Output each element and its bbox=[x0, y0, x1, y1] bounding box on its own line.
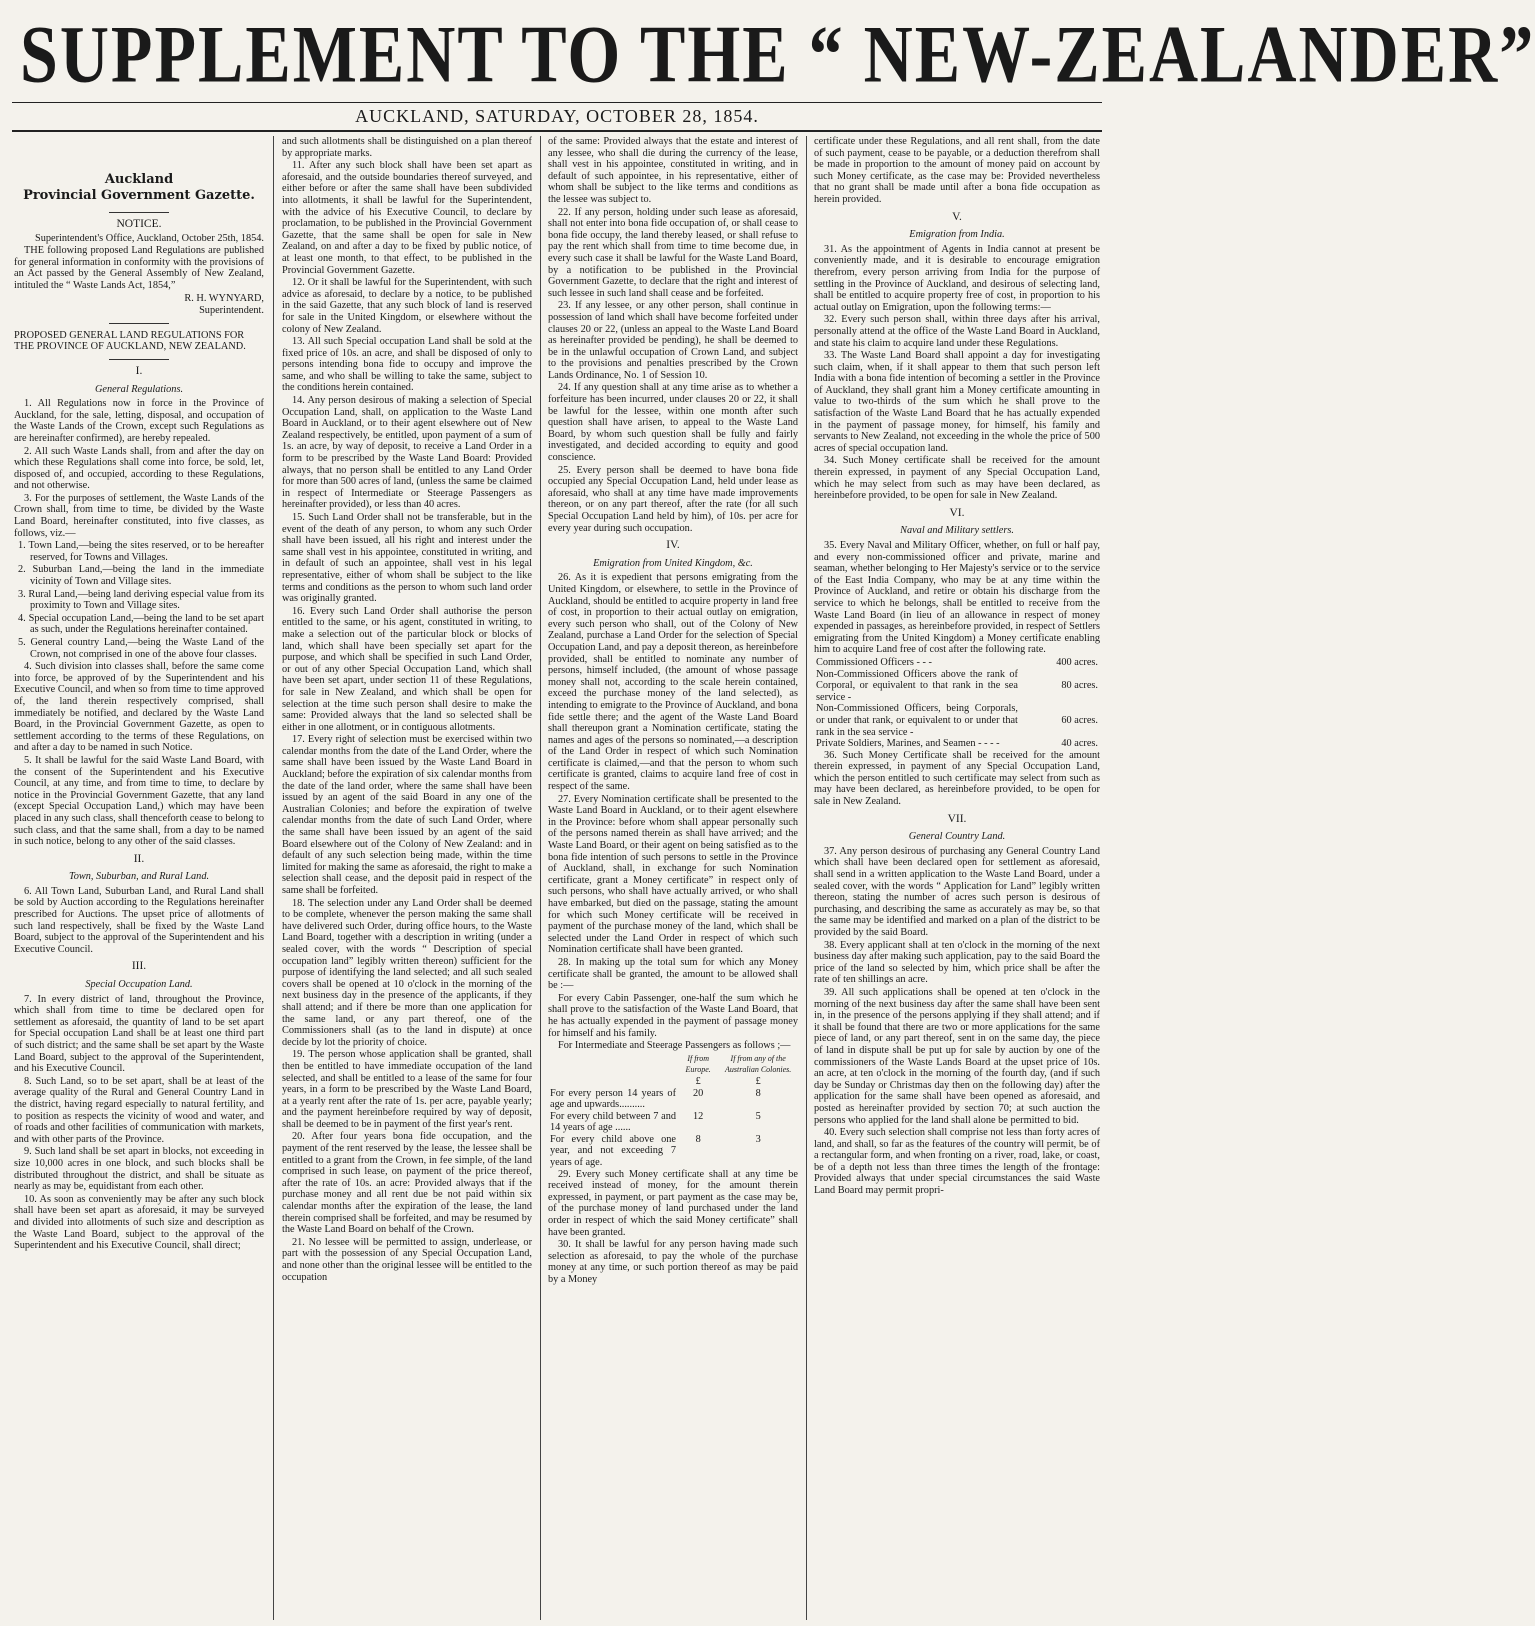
paragraph: 29. Every such Money certificate shall at any time be received instead of money, for the amount therein expressed, in payment, or part payment as the case may be, of the purchase money of land purchased under the land order in respect of which the said Money certificate” shall have been granted. bbox=[548, 1168, 798, 1238]
rank-acres: 60 acres. bbox=[1061, 714, 1098, 726]
section-number: I. bbox=[135, 364, 143, 377]
paragraph: 8. Such Land, so to be set apart, shall be at least of the average quality of the Rural and General Country Land in the district, having regard especially to natural fertility, and to position as respects the vicinity of wood and water, and of roads and other facilities of communication with markets, and with other parts of the Province. bbox=[14, 1075, 264, 1145]
unit-cell: £ bbox=[755, 1075, 761, 1087]
paragraph: For every Cabin Passenger, one-half the sum which he shall prove to the satisfaction of the Waste Land Board, that he has actually expended in the payment of passage money for himself and his family. bbox=[548, 992, 798, 1039]
section-number: V. bbox=[952, 210, 962, 223]
paragraph: of the same: Provided always that the estate and interest of any lessee, who shall die during the currency of the lease, shall vest in his appointee, constituted in writing, and in default of such appointee, in his representative, either of whom shall be subject to the like terms and conditions as the lessee was subject to. bbox=[548, 136, 798, 205]
paragraph: 31. As the appointment of Agents in India cannot at present be conveniently made, and it is desirable to encourage emigration therefrom, every person arriving from India for the purpose of settling in the Province of Auckland, and desirous of selecting land, shall be entitled to acquire property free of cost, in proportion to his actual outlay on Emigration, upon the following terms:— bbox=[814, 243, 1100, 313]
dateline-rule bbox=[12, 130, 1102, 132]
cell-australia: 3 bbox=[755, 1133, 761, 1145]
table-unit-row bbox=[548, 1076, 798, 1088]
list-item: 3. Rural Land,—being land deriving especial value from its proximity to Town and Village sites. bbox=[18, 588, 264, 612]
paragraph: 36. Such Money Certificate shall be received for the amount therein expressed, in payment of any Special Occupation Land, which the person entitled to such certificate may select from such as may have been declared, as hereinbefore provided, to be open for sale in New Zealand. bbox=[814, 749, 1100, 808]
paragraph: 5. It shall be lawful for the said Waste Land Board, with the consent of the Superintendent and his Executive Council, at any time, and from time to time, to declare by notice in the Provincial Government Gazette, that any land (except Special Occupation Land,) which may have been placed in any such class, shall thenceforth cease to belong to such class, and that the same shall, from a day to be named in such notice, belong to any other of the said classes. bbox=[14, 754, 264, 848]
paragraph: For Intermediate and Steerage Passengers as follows ;— bbox=[558, 1040, 791, 1052]
signer-title: Superintendent. bbox=[199, 305, 264, 317]
masthead-title: SUPPLEMENT TO THE “ NEW-ZEALANDER” bbox=[20, 8, 1535, 100]
table-row bbox=[548, 1134, 798, 1169]
dateline: AUCKLAND, SATURDAY, OCTOBER 28, 1854. bbox=[355, 106, 759, 126]
paragraph: 39. All such applications shall be opened at ten o'clock in the morning of the next business day after the same shall have been sent in, in the presence of the persons applying if they shall attend; and if it shall be found that there are two or more applications for the same piece of land, or any part thereof, sent in on the same day, the piece of land in dispute shall be put up for sale by auction by one of the commissioners of the Waste Lands Board at the upset price of 10s. an acre, at ten o'clock in the morning of the fourth day, (and if such day be Sunday or Christmas day then on the following day) after the application for the same shall have been opened as aforesaid, and posted as hereinafter provided by section 70; at such auction the persons who applied for the land shall alone be permitted to bid. bbox=[814, 986, 1100, 1126]
paragraph: 30. It shall be lawful for any person having made such selection as aforesaid, to pay the whole of the purchase money at any time, or such portion thereof as may be paid by a Money bbox=[548, 1239, 798, 1285]
column-divider bbox=[540, 136, 541, 1620]
paragraph: 37. Any person desirous of purchasing any General Country Land which shall have been declared open for settlement as aforesaid, shall send in a written application to the Waste Land Board, under a sealed cover, with the words “ Application for Land” legibly written thereon, stating the number of acres such person is desirous of purchasing, and describing the same as accurately as may be, so that the same may be identified and marked on a plan of the district to be provided by the said Board. bbox=[814, 845, 1100, 938]
section-title: Town, Suburban, and Rural Land. bbox=[68, 871, 210, 883]
proposed-regulations-title: PROPOSED GENERAL LAND REGULATIONS FOR THE PROVINCE OF AUCKLAND, NEW ZEALAND. bbox=[14, 329, 246, 353]
row-label: For every child above one year, and not exceeding 7 years of age. bbox=[550, 1133, 676, 1169]
column-divider bbox=[806, 136, 807, 1620]
rank-allowance-table bbox=[814, 657, 1100, 750]
list-item: 4. Special occupation Land,—being the land to be set apart as such, under the Regulations hereinafter contained. bbox=[18, 612, 264, 636]
paragraph: 4. Such division into classes shall, before the same come into force, be approved of by the Superintendent and his Executive Council, and when so from time to time approved of, the land therein respectively comprised, shall immediately be notified, and declared by the Waste Land Board, in the Provincial Government Gazette, as open to settlement according to the terms of these Regulations, on and after a day to be named in such Notice. bbox=[14, 661, 264, 754]
section-number: III. bbox=[131, 960, 147, 973]
paragraph: 26. As it is expedient that persons emigrating from the United Kingdom, or elsewhere, to settle in the Province of Auckland, should be entitled to acquire property in land free of cost, in proportion to their actual outlay on emigration, every such person who shall, out of the Colony of New Zealand, purchase a Land Order for the selection of Special Occupation Land, and pay a deposit thereon, as hereinbefore provided, shall be entitled to nominate any number of persons, himself included, (the amount of whose passage money shall not, according to the scale herein contained, exceed the purchase money of the land selected), as intending to emigrate to the Province of Auckland, and bona fide settle there; and the agent of the Waste Land Board shall thereupon grant a Nomination certificate, stating the names and ages of the persons so nominated,—a description of the Land Order in respect of which such Nomination certificate is claimed,—and that the person to whom such certificate is granted, claims to acquire land free of cost in respect of the same. bbox=[548, 572, 798, 793]
table-row bbox=[814, 669, 1100, 704]
table-row bbox=[548, 1088, 798, 1111]
paragraph: 14. Any person desirous of making a selection of Special Occupation Land, shall, on application to the Waste Land Board in Auckland, or to their agent elsewhere out of New Zealand respectively, be entitled, upon payment of a sum of 1s. an acre, by way of deposit, to receive a Land Order in a form to be prescribed by the Waste Land Board: Provided always, that no person shall be entitled to any Land Order for more than 500 acres of land, (unless the same be claimed in respect of Intermediate or Steerage Passengers as hereinafter provided), or less than 40 acres. bbox=[282, 395, 532, 511]
office-line: Superintendent's Office, Auckland, October 25th, 1854. bbox=[34, 232, 264, 244]
section-number: IV. bbox=[666, 539, 680, 552]
row-label: For every person 14 years of age and upwards.......... bbox=[550, 1087, 676, 1111]
divider bbox=[109, 323, 169, 324]
signer-name: R. H. WYNYARD, bbox=[184, 292, 264, 304]
column-3 bbox=[548, 136, 798, 1620]
paragraph: 16. Every such Land Order shall authorise the person entitled to the same, or his agent, constituted in writing, to make a selection out of the particular block or blocks of land, which shall have been specially set apart for the purpose, and which shall be specified in such Land Order, or out of any other Special Occupation Land, which shall have been set apart, under section 11 of these Regulations, for sale in New Zealand, and which shall be open for selection at the time such person shall desire to make the same: Provided always that the land so selected shall be either in one allotment, or in contiguous allotments. bbox=[282, 605, 532, 733]
column-1 bbox=[14, 136, 264, 1620]
paragraph: 6. All Town Land, Suburban Land, and Rural Land shall be sold by Auction according to the Regulations hereinafter prescribed for Auctions. The upset price of allotments of such land respectively, shall be fixed by the Waste Land Board, subject to the approval of the Superintendent and his Executive Council. bbox=[14, 885, 264, 955]
paragraph: 1. All Regulations now in force in the Province of Auckland, for the sale, letting, disposal, and occupation of the Waste Lands of the Crown, except such Regulations as are hereinafter confirmed), are hereby repealed. bbox=[14, 398, 264, 444]
rank-label: Non-Commissioned Officers above the rank of Corporal, or equivalent to that rank in the sea service - bbox=[816, 668, 1018, 703]
section-title: Special Occupation Land. bbox=[85, 979, 193, 991]
paragraph: 35. Every Naval and Military Officer, whether, on full or half pay, and every non-commissioned officer and private, marine and seaman, whether belonging to Her Majesty's service or to the service of the East India Company, who may be at any time within the Province of Auckland, and retire or obtain his discharge from the service to which he belongs, shall be entitled to receive from the Waste Land Board (in lieu of an allowance in respect of money expended in passages, as hereinbefore provided, in respect of Settlers emigrating from the United Kingdom) a Money certificate enabling him to acquire Land free of cost after the following rate. bbox=[814, 540, 1100, 656]
section-title: Emigration from India. bbox=[909, 229, 1005, 241]
table-header-row bbox=[548, 1053, 798, 1076]
paragraph: 40. Every such selection shall comprise not less than forty acres of land, and shall, so far as the features of the country will permit, be of a rectangular form, and when fronting on a river, road, lake, or coast, be of a depth not less than three times the length of the frontage: Provided always that under special circumstances the said Waste Land Board may permit propri- bbox=[814, 1127, 1100, 1197]
paragraph: and such allotments shall be distinguished on a plan thereof by appropriate marks. bbox=[282, 136, 532, 159]
list-item: 2. Suburban Land,—being the land in the immediate vicinity of Town and Village sites. bbox=[18, 564, 264, 588]
paragraph: 9. Such land shall be set apart in blocks, not exceeding in size 10,000 acres in one block, and such blocks shall be distributed throughout the district, and shall be situate as nearly as may be, equidistant from each other. bbox=[14, 1146, 264, 1193]
paragraph: 19. The person whose application shall be granted, shall then be entitled to have immediate occupation of the land selected, and shall be entitled to a lease of the same for four years, in a form to be prescribed by the Waste Land Board, at a yearly rent after the rate of 1s. per acre, payable yearly; and the payment hereinbefore required by way of deposit, shall be deemed to be in payment of the first year's rent. bbox=[282, 1049, 532, 1130]
section-number: II. bbox=[133, 852, 145, 865]
section-title: Naval and Military settlers. bbox=[900, 525, 1014, 537]
paragraph: 32. Every such person shall, within three days after his arrival, personally attend at the office of the Waste Land Board in Auckland, and state his claim to acquire land under these Regulations. bbox=[814, 314, 1100, 349]
paragraph: 2. All such Waste Lands shall, from and after the day on which these Regulations shall come into force, be sold, let, disposed of, and occupied, according to these Regulations, and not otherwise. bbox=[14, 445, 264, 492]
unit-cell: £ bbox=[695, 1075, 701, 1087]
row-label: For every child between 7 and 14 years of age ...... bbox=[550, 1110, 676, 1134]
gazette-title-line-1: Auckland bbox=[104, 172, 174, 187]
rank-label: Private Soldiers, Marines, and Seamen - - - - bbox=[816, 738, 1000, 750]
list-item: 5. General country Land,—being the Waste Land of the Crown, not comprised in one of the above four classes. bbox=[18, 637, 264, 660]
section-number: VII. bbox=[947, 812, 967, 825]
column-divider bbox=[273, 136, 274, 1620]
gazette-title bbox=[14, 172, 264, 204]
paragraph: 22. If any person, holding under such lease as aforesaid, shall not enter into bona fide occupation of, or shall cease to bona fide occupy, the land thereby leased, or shall refuse to pay the rent which shall from time to time become due, in every such case it shall be lawful for the Waste Land Board, by a notification to be published in the Provincial Government Gazette, to declare that the right and interest of such lessee in such land shall cease and be forfeited. bbox=[548, 206, 798, 299]
paragraph: 18. The selection under any Land Order shall be deemed to be complete, whenever the person making the same shall have delivered such Order, during office hours, to the Waste Land Board, together with a description in writing (under a sealed cover, with the words “ Description of special occupation land” legibly written thereon) sufficient for the purpose of identifying the land selected; and all such sealed covers shall be opened at 10 o'clock in the morning of the next business day in the presence of the applicants, if they shall attend; and if there be more than one application for the same land, or any part thereof, one of the Commissioners shall (as to the land in dispute) at once decide by lot the priority of choice. bbox=[282, 897, 532, 1048]
cell-europe: 20 bbox=[693, 1087, 704, 1099]
column-header: If from any of the Australian Colonies. bbox=[725, 1053, 792, 1075]
paragraph: 28. In making up the total sum for which any Money certificate shall be granted, the amount to be allowed shall be :— bbox=[548, 956, 798, 992]
section-number: VI. bbox=[949, 506, 965, 519]
cell-europe: 12 bbox=[693, 1110, 704, 1122]
column-4 bbox=[814, 136, 1100, 1620]
paragraph: 3. For the purposes of settlement, the Waste Lands of the Crown shall, from time to time, be divided by the Waste Land Board, hereinafter constituted, into five classes, as follows, viz.— bbox=[14, 492, 264, 539]
paragraph: 20. After four years bona fide occupation, and the payment of the rent reserved by the lease, the lessee shall be entitled to a grant from the Crown, in fee simple, of the land comprised in such lease, on payment of the price thereof, after the rate of 10s. an acre: Provided always that if the purchase money and all rent due be not paid within six calendar months after the expiration of the lease, the land therein comprised shall be forfeited, and may be resumed by the Waste Land Board on behalf of the Crown. bbox=[282, 1131, 532, 1236]
rank-label: Non-Commissioned Officers, being Corporals, or under that rank, or equivalent to or under that rank in the sea service - bbox=[816, 703, 1018, 738]
divider bbox=[109, 212, 169, 213]
paragraph: certificate under these Regulations, and all rent shall, from the date of such payment, cease to be payable, or a deduction therefrom shall be made in proportion to the amount of money paid on account by such Money certificate, as the case may be: Provided nevertheless that no grant shall be made until after a bona fide occupation as herein provided. bbox=[814, 136, 1100, 205]
table-row bbox=[814, 738, 1100, 750]
paragraph: 15. Such Land Order shall not be transferable, but in the event of the death of any person, to whom any such Order shall have been issued, all his right and interest under the same shall vest in his appointee, constituted in writing, and in default of such an appointee, shall vest in his legal representative, either of whom shall be subject to the like terms and conditions as the person to whom such land order was originally granted. bbox=[282, 512, 532, 605]
paragraph: 7. In every district of land, throughout the Province, which shall from time to time be declared open for settlement as aforesaid, the quantity of land to be set apart for Special occupation Land shall be at least one third part of such district; and the same shall be set apart by the Waste Land Board, subject to the approval of the Superintendent, and his Executive Council. bbox=[14, 993, 264, 1075]
table-row bbox=[814, 657, 1100, 669]
cell-australia: 8 bbox=[755, 1087, 761, 1099]
section-title: General Regulations. bbox=[94, 383, 184, 395]
paragraph: 33. The Waste Land Board shall appoint a day for investigating such claim, when, if it shall appear to them that such person left India with a bona fide intention of becoming a settler in the Province of Auckland, they shall grant him a Money certificate amounting in value to two-thirds of the sum which he shall prove to the satisfaction of the Waste Land Board that he has actually expended in the payment of passage money, for himself, his family and servants to New Zealand, not exceeding in the whole the price of 500 acres of special occupation land. bbox=[814, 350, 1100, 454]
notice-heading: NOTICE. bbox=[116, 218, 162, 230]
section-title: General Country Land. bbox=[908, 831, 1006, 843]
paragraph: 24. If any question shall at any time arise as to whether a forfeiture has been incurred, under clauses 20 or 22, it shall be lawful for the lessee, within one month after such question shall have arisen, to appeal to the Waste Land Board, by whom such question shall be fully and fairly investigated, and decided according to equity and good conscience. bbox=[548, 382, 798, 464]
paragraph: 34. Such Money certificate shall be received for the amount therein expressed, in payment of any Special Occupation Land, which he may select from such as may have been declared, as hereinbefore provided, to be open for sale in New Zealand. bbox=[814, 455, 1100, 502]
rank-acres: 40 acres. bbox=[1061, 738, 1098, 750]
cell-australia: 5 bbox=[755, 1110, 761, 1122]
paragraph: 25. Every person shall be deemed to have bona fide occupied any Special Occupation Land, held under lease as aforesaid, who shall at any time have made improvements thereon, or on any part thereof, after the rate (for all such Special Occupation Land held by him), of 10s. per acre for every year during such occupation. bbox=[548, 464, 798, 534]
paragraph: 13. All such Special occupation Land shall be sold at the fixed price of 10s. an acre, and shall be disposed of only to persons intending bona fide to occupy and improve the same, and who shall be willing to take the same, subject to the conditions herein contained. bbox=[282, 336, 532, 394]
table-row bbox=[548, 1111, 798, 1134]
paragraph: 11. After any such block shall have been set apart as aforesaid, and the outside boundaries thereof surveyed, and either before or after the same shall have been subdivided into allotments, it shall be lawful for the Superintendent, with the advice of his Executive Council, to declare by proclamation, to be published in the Provincial Government Gazette, that the same shall be open for sale in New Zealand, on and after a day to be fixed by public notice, of at least one month, to that effect, to be published in the Provincial Government Gazette. bbox=[282, 160, 532, 276]
rank-acres: 80 acres. bbox=[1061, 680, 1098, 692]
intro-paragraph: THE following proposed Land Regulations are published for general information in conformity with the provisions of an Act passed by the General Assembly of New Zealand, intituled the “ Waste Lands Act, 1854,” bbox=[14, 245, 264, 291]
list-item: 1. Town Land,—being the sites reserved, or to be hereafter reserved, for Towns and Villages. bbox=[18, 540, 264, 563]
column-2 bbox=[282, 136, 532, 1620]
masthead-rule bbox=[12, 102, 1102, 103]
rank-label: Commissioned Officers - - - bbox=[816, 656, 932, 668]
passage-allowance-table bbox=[548, 1053, 798, 1169]
paragraph: 10. As soon as conveniently may be after any such block shall have been set apart as aforesaid, it may be surveyed and divided into allotments of such size and description as the Waste Land Board, subject to the approval of the Superintendent and his Executive Council, shall direct; bbox=[14, 1193, 264, 1252]
section-title: Emigration from United Kingdom, &c. bbox=[593, 557, 753, 569]
cell-europe: 8 bbox=[695, 1133, 701, 1145]
table-row bbox=[814, 703, 1100, 738]
paragraph: 21. No lessee will be permitted to assign, underlease, or part with the possession of any Special Occupation Land, and none other than the original lessee will be entitled to the occupation bbox=[282, 1236, 532, 1283]
paragraph: 38. Every applicant shall at ten o'clock in the morning of the next business day after making such application, pay to the said Board the price of the land so selected by him, which price shall be after the rate of ten shillings an acre. bbox=[814, 939, 1100, 986]
rank-acres: 400 acres. bbox=[1056, 656, 1098, 668]
column-header: If from Europe. bbox=[685, 1053, 711, 1075]
paragraph: 17. Every right of selection must be exercised within two calendar months from the date of the Land Order, where the same shall have been issued by the Waste Land Board in Auckland; before the expiration of six calendar months from the date of the land order, where the same shall have been issued by an agent of the said Board in any one of the Australian Colonies; and before the expiration of twelve calendar months from the date of such Land Order, where the same shall have been issued by an agent of the said Board elsewhere out of the Colony of New Zealand: and in default of any such selection being made, within the time limited for making the same as aforesaid, the right to make a selection shall cease, and the deposit paid in respect of the same shall be forfeited. bbox=[282, 734, 532, 896]
paragraph: 12. Or it shall be lawful for the Superintendent, with such advice as aforesaid, to declare by a notice, to be published in the said Gazette, that any such block of land is reserved for sale in the United Kingdom, or elsewhere without the colony of New Zealand. bbox=[282, 277, 532, 335]
divider bbox=[109, 359, 169, 360]
paragraph: 23. If any lessee, or any other person, shall continue in possession of land which shall have become forfeited under clauses 20 or 22, (unless an appeal to the Waste Land Board as hereinafter provided be pending), he shall be deemed to be in the unlawful occupation of Crown Land, and subject to the provisions and penalties prescribed by the Crown Lands Ordinance, No. 1 of Session 10. bbox=[548, 300, 798, 381]
paragraph: 27. Every Nomination certificate shall be presented to the Waste Land Board in Auckland, or to their agent elsewhere in the Province: before whom shall appear personally such of the persons named therein as shall have arrived; and the Waste Land Board, or their agent on being satisfied as to the bona fide intention of such persons to settle in the Province of Auckland, shall, in exchange for such Nomination certificate, grant a Money certificate” in respect only of such persons, who shall have actually arrived, or who shall have embarked, but died on the passage, stating the amount for which such Money certificate will be received in payment of the purchase money of the land, which shall be selected under the Land Order in respect of which such Nomination certificate shall have been granted. bbox=[548, 793, 798, 956]
gazette-title-line-2: Provincial Government Gazette. bbox=[23, 188, 255, 203]
